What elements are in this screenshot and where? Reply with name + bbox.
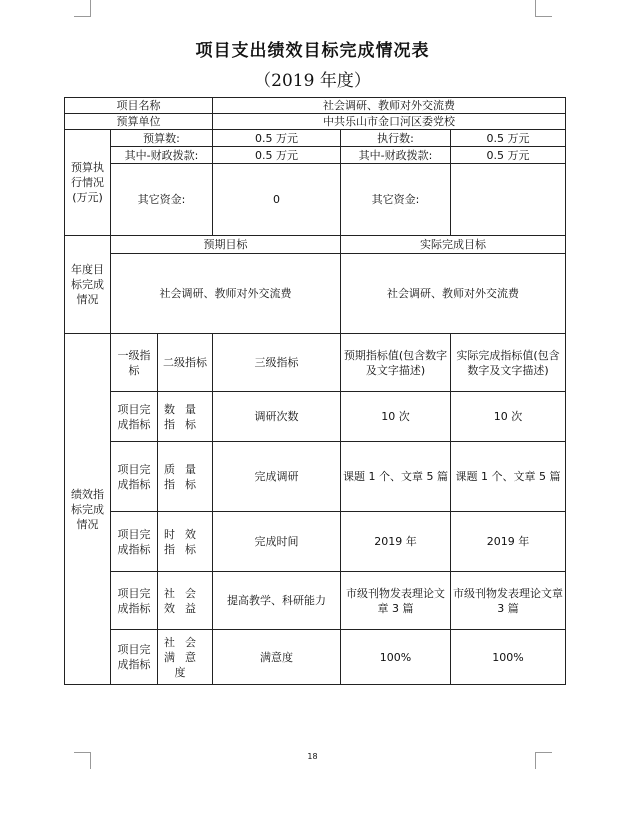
page-title: 项目支出绩效目标完成情况表: [195, 41, 430, 61]
table-row: [65, 98, 566, 114]
crop-mark-top-left: [74, 0, 91, 17]
table-row: [65, 130, 566, 147]
budget-amount-value: 0.5 万元: [213, 130, 341, 147]
actual-value-header: 实际完成指标值(包含数字及文字描述): [451, 334, 566, 392]
annual-section-label: 年度目标完成情况: [65, 236, 111, 334]
actual-target-header: 实际完成目标: [341, 236, 566, 254]
table-row: [65, 334, 566, 392]
actual-cell: 10 次: [451, 392, 566, 442]
other-budget-label: 其它资金:: [111, 164, 213, 236]
expected-target-value: 社会调研、教师对外交流费: [111, 254, 341, 334]
level1-cell: 项目完成指标: [111, 442, 158, 512]
expected-cell: 100%: [341, 630, 451, 685]
level1-cell: 项目完成指标: [111, 630, 158, 685]
actual-target-value: 社会调研、教师对外交流费: [341, 254, 566, 334]
level2-cell: 数量指标: [158, 392, 213, 442]
table-row: [65, 630, 566, 685]
budget-unit-label: 预算单位: [65, 114, 213, 130]
budget-amount-label: 预算数:: [111, 130, 213, 147]
expected-cell: 2019 年: [341, 512, 451, 572]
table-row: [65, 442, 566, 512]
level3-cell: 完成调研: [213, 442, 341, 512]
budget-unit-value: 中共乐山市金口河区委党校: [213, 114, 566, 130]
page-number: 18: [307, 752, 318, 761]
exec-amount-label: 执行数:: [341, 130, 451, 147]
actual-cell: 2019 年: [451, 512, 566, 572]
level2-cell: 社会效益: [158, 572, 213, 630]
other-exec-label: 其它资金:: [341, 164, 451, 236]
performance-table: [64, 97, 566, 685]
level3-header: 三级指标: [213, 334, 341, 392]
level2-header: 二级指标: [158, 334, 213, 392]
level3-cell: 满意度: [213, 630, 341, 685]
expected-value-header: 预期指标值(包含数字及文字描述): [341, 334, 451, 392]
budget-section-label: 预算执行情况(万元): [65, 130, 111, 236]
fiscal-budget-value: 0.5 万元: [213, 147, 341, 164]
fiscal-exec-value: 0.5 万元: [451, 147, 566, 164]
table-row: [65, 392, 566, 442]
expected-cell: 10 次: [341, 392, 451, 442]
actual-cell: 课题 1 个、文章 5 篇: [451, 442, 566, 512]
table-row: [65, 114, 566, 130]
table-row: [65, 147, 566, 164]
table-row: [65, 236, 566, 254]
level3-cell: 完成时间: [213, 512, 341, 572]
level1-cell: 项目完成指标: [111, 512, 158, 572]
actual-cell: 100%: [451, 630, 566, 685]
fiscal-exec-label: 其中-财政拨款:: [341, 147, 451, 164]
table-row: [65, 512, 566, 572]
actual-cell: 市级刊物发表理论文章 3 篇: [451, 572, 566, 630]
other-exec-value: [451, 164, 566, 236]
expected-target-header: 预期目标: [111, 236, 341, 254]
table-row: [65, 254, 566, 334]
level2-cell: 社会满意度: [158, 630, 213, 685]
table-row: [65, 572, 566, 630]
expected-cell: 课题 1 个、文章 5 篇: [341, 442, 451, 512]
level2-cell: 质量指标: [158, 442, 213, 512]
project-name-value: 社会调研、教师对外交流费: [213, 98, 566, 114]
level1-cell: 项目完成指标: [111, 572, 158, 630]
level3-cell: 提高教学、科研能力: [213, 572, 341, 630]
crop-mark-top-right: [535, 0, 552, 17]
expected-cell: 市级刊物发表理论文章 3 篇: [341, 572, 451, 630]
project-name-label: 项目名称: [65, 98, 213, 114]
performance-section-label: 绩效指标完成情况: [65, 334, 111, 685]
fiscal-budget-label: 其中-财政拨款:: [111, 147, 213, 164]
table-row: [65, 164, 566, 236]
level3-cell: 调研次数: [213, 392, 341, 442]
level1-header: 一级指标: [111, 334, 158, 392]
level1-cell: 项目完成指标: [111, 392, 158, 442]
exec-amount-value: 0.5 万元: [451, 130, 566, 147]
other-budget-value: 0: [213, 164, 341, 236]
level2-cell: 时效指标: [158, 512, 213, 572]
report-year: （2019 年度）: [254, 71, 371, 91]
